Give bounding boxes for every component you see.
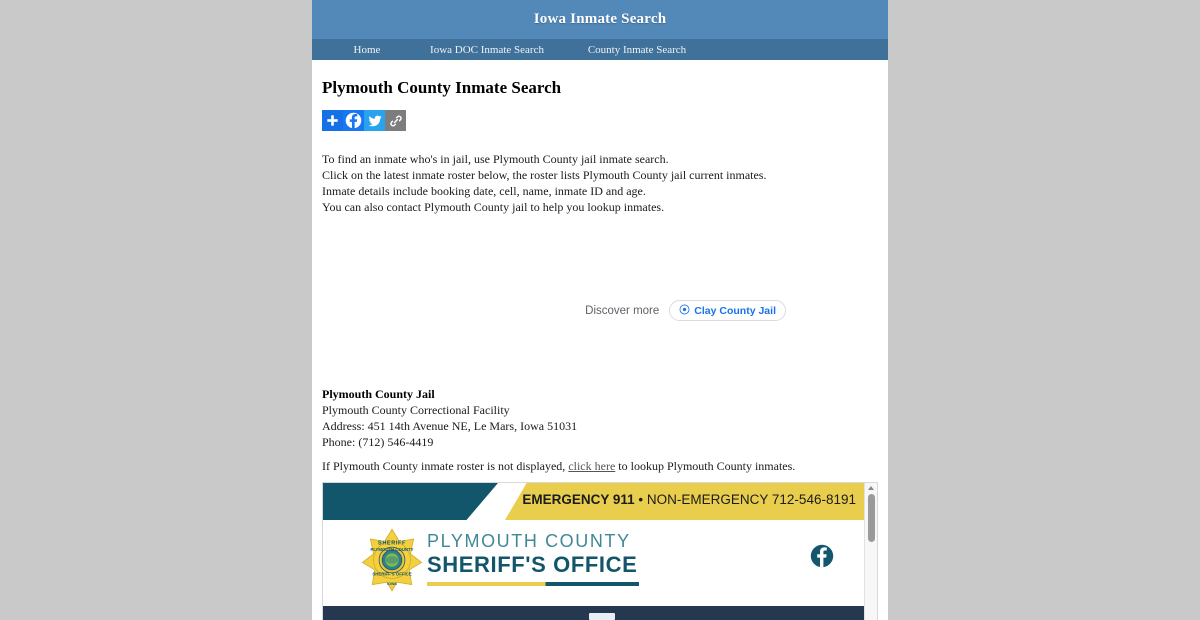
- emergency-banner: [323, 483, 866, 520]
- main-content: [312, 60, 888, 620]
- discover-topic-pill[interactable]: [669, 300, 786, 321]
- twitter-bird-icon: [368, 114, 382, 128]
- sheriff-badge-icon: [361, 528, 423, 592]
- sheriff-logo-row: [323, 520, 866, 602]
- nav-item-home[interactable]: Home: [353, 43, 381, 56]
- page-title: Plymouth County Inmate Search: [322, 78, 562, 97]
- click-here-link[interactable]: click here: [568, 459, 616, 473]
- logo-underline-rule: [427, 582, 639, 586]
- intro-line-3: Inmate details include booking date, cell, name, inmate ID and age.: [322, 184, 646, 198]
- emergency-phone-text: [522, 492, 856, 507]
- intro-text: [322, 151, 878, 215]
- nav-item-iowa-doc-inmate-search[interactable]: Iowa DOC Inmate Search: [430, 43, 544, 56]
- sheriff-logo-wordmark: [427, 530, 639, 586]
- nav-item-county-inmate-search[interactable]: County Inmate Search: [587, 43, 687, 56]
- share-copy-link-button[interactable]: [385, 110, 406, 131]
- svg-text:IOWA: IOWA: [387, 582, 397, 587]
- plus-icon: [326, 114, 339, 127]
- iframe-scrollbar[interactable]: [864, 483, 877, 620]
- frame-bottom-navbar: [323, 606, 866, 620]
- main-nav: [312, 39, 888, 60]
- facebook-icon: [345, 112, 362, 129]
- discover-pill-label: Clay County Jail: [694, 304, 776, 317]
- emergency-strong-text: EMERGENCY 911: [522, 492, 635, 507]
- banner-teal-shape: [323, 483, 498, 520]
- site-header: [312, 0, 888, 39]
- share-facebook-button[interactable]: [343, 110, 364, 131]
- facebook-icon: [810, 555, 834, 572]
- logo-line-county: PLYMOUTH COUNTY: [427, 531, 631, 551]
- jail-info-block: [322, 386, 878, 450]
- intro-line-1: To find an inmate who's in jail, use Plymouth County jail inmate search.: [322, 152, 669, 166]
- jail-facility: Plymouth County Correctional Facility: [322, 403, 510, 417]
- jail-address: Address: 451 14th Avenue NE, Le Mars, Iowa 51031: [322, 419, 578, 433]
- scroll-up-arrow-icon[interactable]: [868, 486, 874, 490]
- intro-line-4: You can also contact Plymouth County jail to help you lookup inmates.: [322, 200, 665, 214]
- hamburger-menu-icon[interactable]: [589, 613, 615, 620]
- jail-name: Plymouth County Jail: [322, 387, 435, 401]
- discover-more-label: Discover more: [585, 304, 660, 317]
- facebook-link[interactable]: [810, 544, 834, 573]
- advertisement-block: [322, 215, 878, 380]
- svg-text:PLYMOUTH COUNTY: PLYMOUTH COUNTY: [370, 546, 414, 552]
- intro-line-2: Click on the latest inmate roster below, the roster lists Plymouth County jail current inmates.: [322, 168, 767, 182]
- svg-text:SHERIFF'S OFFICE: SHERIFF'S OFFICE: [372, 571, 412, 577]
- target-circle-icon: [679, 302, 690, 320]
- emergency-rest-text: • NON-EMERGENCY 712-546-8191: [634, 492, 856, 507]
- site-title: Iowa Inmate Search: [533, 11, 667, 27]
- share-addthis-button[interactable]: [322, 110, 343, 131]
- scrollbar-thumb[interactable]: [868, 494, 875, 542]
- share-bar: [322, 110, 878, 131]
- logo-line-office: SHERIFF'S OFFICE: [427, 552, 638, 577]
- share-twitter-button[interactable]: [364, 110, 385, 131]
- roster-iframe-content: [323, 483, 866, 620]
- roster-note-prefix: If Plymouth County inmate roster is not displayed,: [322, 459, 569, 473]
- discover-more-row: [585, 300, 786, 321]
- roster-note-suffix: to lookup Plymouth County inmates.: [615, 459, 796, 473]
- roster-fallback-note: [322, 458, 878, 474]
- link-chain-icon: [389, 114, 403, 128]
- roster-iframe[interactable]: [322, 482, 878, 620]
- jail-phone: Phone: (712) 546-4419: [322, 435, 434, 449]
- page-column: [312, 0, 888, 620]
- svg-text:SHERIFF: SHERIFF: [378, 540, 406, 547]
